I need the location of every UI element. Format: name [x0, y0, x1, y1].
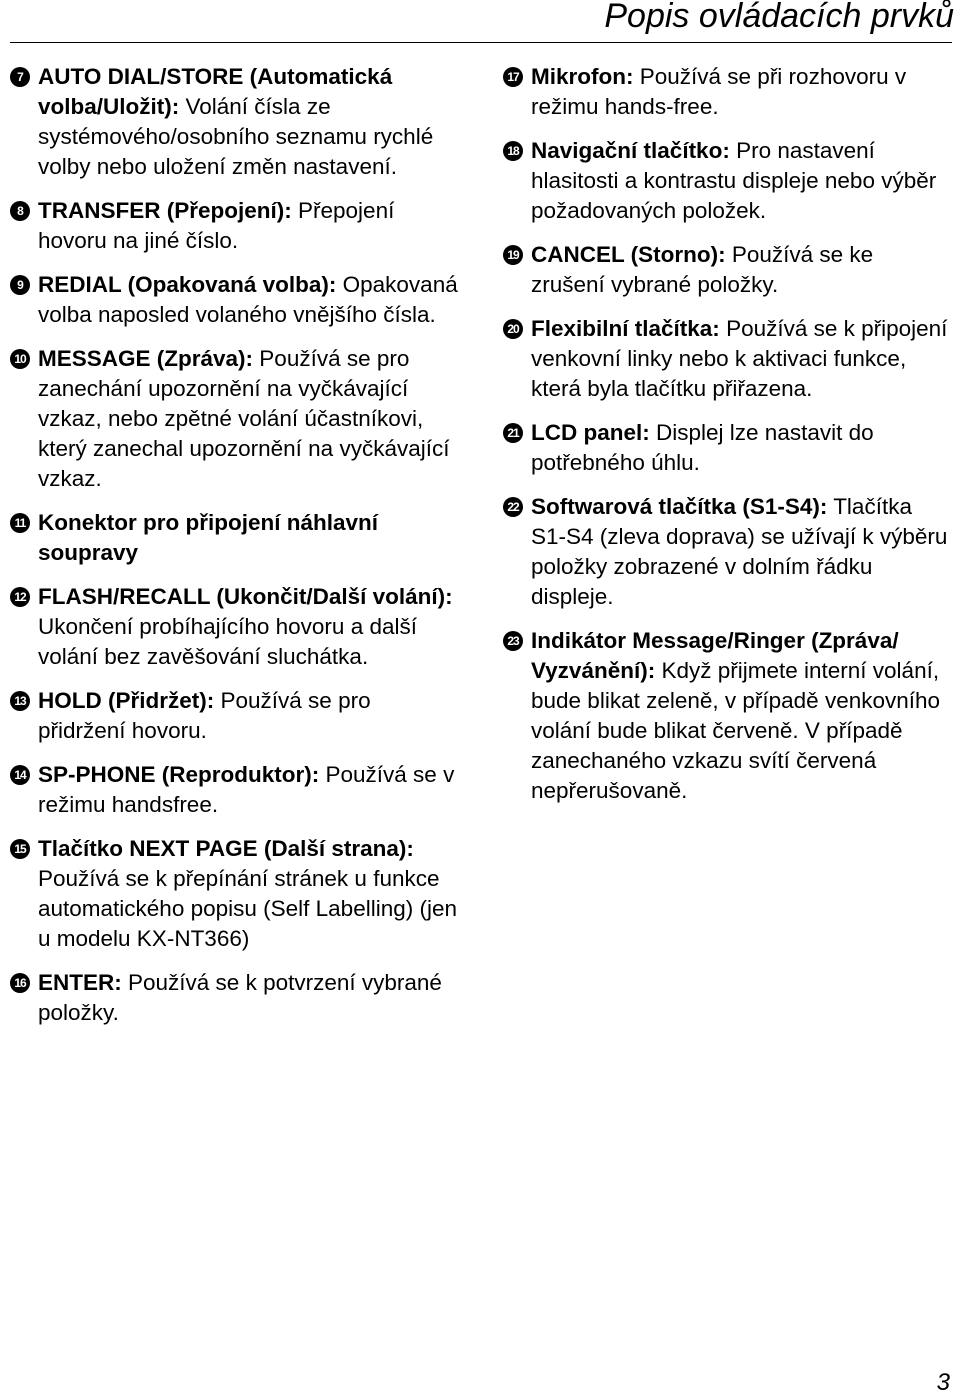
right-column — [503, 62, 953, 820]
item-number-badge: 21 — [503, 423, 523, 443]
item-label: FLASH/RECALL (Ukončit/Další volání): — [38, 584, 453, 609]
item-label: ENTER: — [38, 970, 122, 995]
item-number-badge: 18 — [503, 141, 523, 161]
item-number-badge: 11 — [10, 513, 30, 533]
item-text: Používá se pro přidržení hovoru. — [38, 688, 371, 743]
list-item — [10, 582, 460, 672]
item-text: Přepojení hovoru na jiné číslo. — [38, 198, 395, 253]
item-text: Displej lze nastavit do potřebného úhlu. — [531, 420, 874, 475]
item-description — [38, 270, 460, 330]
item-number-badge: 15 — [10, 839, 30, 859]
list-item — [503, 314, 953, 404]
item-text: Tlačítka S1-S4 (zleva doprava) se užívají k výběru položky zobrazené v dolním řádku displeje. — [531, 494, 948, 609]
item-number-badge: 17 — [503, 67, 523, 87]
list-item — [10, 686, 460, 746]
item-text: Opakovaná volba naposled volaného vnějšího čísla. — [38, 272, 458, 327]
left-column — [10, 62, 460, 1042]
list-item — [503, 418, 953, 478]
list-item — [10, 344, 460, 494]
item-label: MESSAGE (Zpráva): — [38, 346, 254, 371]
item-label: Tlačítko NEXT PAGE (Další strana): — [38, 836, 414, 861]
item-number-badge: 14 — [10, 765, 30, 785]
item-description — [531, 492, 953, 612]
item-label: TRANSFER (Přepojení): — [38, 198, 292, 223]
item-description — [531, 314, 953, 404]
item-description — [38, 968, 460, 1028]
item-number-badge: 22 — [503, 497, 523, 517]
page-number: 3 — [936, 1369, 950, 1396]
item-number-badge: 23 — [503, 631, 523, 651]
item-label: Flexibilní tlačítka: — [531, 316, 720, 341]
item-label: LCD panel: — [531, 420, 650, 445]
item-description — [531, 240, 953, 300]
item-label: Mikrofon: — [531, 64, 634, 89]
item-description — [38, 196, 460, 256]
item-text: Ukončení probíhajícího hovoru a další volání bez zavěšování sluchátka. — [38, 614, 417, 669]
item-description — [38, 62, 460, 182]
item-number-badge: 7 — [10, 67, 30, 87]
item-text: Používá se ke zrušení vybrané položky. — [531, 242, 874, 297]
item-description — [531, 62, 953, 122]
item-number-badge: 10 — [10, 349, 30, 369]
list-item — [10, 508, 460, 568]
item-text: Volání čísla ze systémového/osobního seznamu rychlé volby nebo uložení změn nastavení. — [38, 94, 434, 179]
item-description — [38, 686, 460, 746]
item-label: CANCEL (Storno): — [531, 242, 726, 267]
item-text: Když přijmete interní volání, bude blikat zeleně, v případě venkovního volání bude blikat červeně. V případě zanechaného vzkazu svítí červená nepřerušovaně. — [531, 658, 941, 803]
item-text: Používá se při rozhovoru v režimu hands-free. — [531, 64, 907, 119]
header-divider — [10, 42, 952, 43]
item-number-badge: 13 — [10, 691, 30, 711]
item-label: SP-PHONE (Reproduktor): — [38, 762, 320, 787]
list-item — [10, 62, 460, 182]
item-number-badge: 19 — [503, 245, 523, 265]
item-text: Používá se v režimu handsfree. — [38, 762, 455, 817]
page-title: Popis ovládacích prvků — [604, 0, 954, 35]
list-item — [10, 834, 460, 954]
item-description — [531, 136, 953, 226]
item-text: Používá se k potvrzení vybrané položky. — [38, 970, 442, 1025]
item-label: Konektor pro připojení náhlavní soupravy — [38, 510, 379, 565]
item-label: REDIAL (Opakovaná volba): — [38, 272, 337, 297]
item-number-badge: 16 — [10, 973, 30, 993]
list-item — [503, 136, 953, 226]
item-text: Pro nastavení hlasitosti a kontrastu displeje nebo výběr požadovaných položek. — [531, 138, 937, 223]
list-item — [10, 968, 460, 1028]
item-description — [531, 626, 953, 806]
item-description — [38, 582, 460, 672]
item-description — [38, 508, 460, 568]
list-item — [503, 240, 953, 300]
item-text: Používá se k připojení venkovní linky nebo k aktivaci funkce, která byla tlačítku přiřazena. — [531, 316, 948, 401]
item-number-badge: 9 — [10, 275, 30, 295]
list-item — [503, 626, 953, 806]
item-description — [38, 834, 460, 954]
item-label: AUTO DIAL/STORE (Automatická volba/Uložit): — [38, 64, 393, 119]
item-description — [531, 418, 953, 478]
item-number-badge: 8 — [10, 201, 30, 221]
item-label: Navigační tlačítko: — [531, 138, 730, 163]
item-number-badge: 12 — [10, 587, 30, 607]
item-description — [38, 760, 460, 820]
list-item — [10, 760, 460, 820]
item-number-badge: 20 — [503, 319, 523, 339]
item-text: Používá se k přepínání stránek u funkce automatického popisu (Self Labelling) (jen u modelu KX-NT366) — [38, 866, 457, 951]
item-description — [38, 344, 460, 494]
item-label: HOLD (Přidržet): — [38, 688, 215, 713]
item-text: Používá se pro zanechání upozornění na vyčkávající vzkaz, nebo zpětné volání účastníkovi, který zanechal upozornění na vyčkávající vzkaz. — [38, 346, 450, 491]
item-label: Softwarová tlačítka (S1-S4): — [531, 494, 828, 519]
list-item — [10, 196, 460, 256]
list-item — [503, 62, 953, 122]
list-item — [503, 492, 953, 612]
item-label: Indikátor Message/Ringer (Zpráva/ Vyzvánění): — [531, 628, 899, 683]
list-item — [10, 270, 460, 330]
